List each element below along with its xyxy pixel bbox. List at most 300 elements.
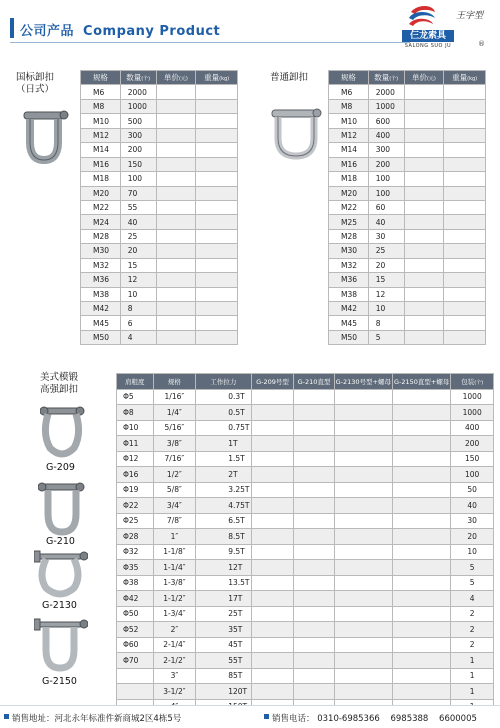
table-cell: 2-1/4″ bbox=[153, 637, 196, 653]
table-cell: 35T bbox=[196, 622, 251, 638]
table-cell: 100 bbox=[368, 172, 404, 186]
table-cell: 8 bbox=[120, 302, 156, 316]
table-cell: 0.3T bbox=[196, 389, 251, 405]
table-cell: M36 bbox=[81, 273, 121, 287]
table-cell: 150 bbox=[120, 157, 156, 171]
table-row bbox=[81, 330, 238, 344]
g2130-shackle-image bbox=[34, 548, 88, 600]
table-row bbox=[81, 200, 238, 214]
table-cell: Φ12 bbox=[117, 451, 154, 467]
table-cell: 5 bbox=[451, 560, 494, 576]
table-cell: Φ32 bbox=[117, 544, 154, 560]
table-cell bbox=[393, 622, 451, 638]
table-cell bbox=[294, 467, 334, 483]
table-cell: 1/2″ bbox=[153, 467, 196, 483]
table-row bbox=[117, 544, 494, 560]
jis-shackle-table bbox=[80, 70, 238, 345]
table-cell bbox=[444, 316, 486, 330]
table-cell bbox=[393, 606, 451, 622]
t3-col-header: 工作拉力 bbox=[196, 374, 251, 390]
table-row bbox=[81, 258, 238, 272]
table-cell bbox=[404, 330, 444, 344]
table-cell: 1 bbox=[451, 684, 494, 700]
table-row bbox=[117, 575, 494, 591]
table-cell: 20 bbox=[368, 258, 404, 272]
table-cell: 100 bbox=[120, 172, 156, 186]
table-cell bbox=[444, 114, 486, 128]
table-cell: Φ16 bbox=[117, 467, 154, 483]
table-cell: 300 bbox=[368, 143, 404, 157]
table-cell bbox=[251, 467, 294, 483]
table-cell: 1/16″ bbox=[153, 389, 196, 405]
table-cell: 85T bbox=[196, 668, 251, 684]
table-cell bbox=[404, 186, 444, 200]
section1-label-line2: （日式） bbox=[16, 84, 55, 95]
table-row bbox=[81, 114, 238, 128]
table-cell bbox=[393, 482, 451, 498]
table-cell: 1-1/4″ bbox=[153, 560, 196, 576]
table-cell: 1T bbox=[196, 436, 251, 452]
table-cell bbox=[444, 99, 486, 113]
table-row bbox=[329, 172, 486, 186]
table-cell: 300 bbox=[120, 128, 156, 142]
table-cell bbox=[334, 451, 392, 467]
table-row bbox=[329, 258, 486, 272]
footer-bullet bbox=[4, 714, 9, 719]
table-cell bbox=[444, 330, 486, 344]
page-footer bbox=[0, 705, 500, 728]
table-cell: 25T bbox=[196, 606, 251, 622]
table-cell: 8.5T bbox=[196, 529, 251, 545]
table-cell: M30 bbox=[81, 244, 121, 258]
table-cell bbox=[251, 529, 294, 545]
table-cell bbox=[196, 128, 238, 142]
table-cell: 1-1/8″ bbox=[153, 544, 196, 560]
table-cell bbox=[294, 436, 334, 452]
table-cell bbox=[334, 653, 392, 669]
table-row bbox=[329, 114, 486, 128]
table-row bbox=[81, 85, 238, 99]
t3-col-header: 规格 bbox=[153, 374, 196, 390]
table-cell: 200 bbox=[120, 143, 156, 157]
table-cell bbox=[404, 143, 444, 157]
table-cell: 10 bbox=[451, 544, 494, 560]
table-row bbox=[329, 287, 486, 301]
table-cell: Φ35 bbox=[117, 560, 154, 576]
table-cell: 3/8″ bbox=[153, 436, 196, 452]
t2-col-header: 规格 bbox=[329, 71, 369, 85]
table-cell: M45 bbox=[81, 316, 121, 330]
table-cell bbox=[294, 498, 334, 514]
table-cell bbox=[334, 405, 392, 421]
table-cell bbox=[156, 215, 196, 229]
table-cell: M16 bbox=[81, 157, 121, 171]
table-row bbox=[117, 560, 494, 576]
table-cell bbox=[156, 99, 196, 113]
table-cell: 15 bbox=[120, 258, 156, 272]
table-cell: M14 bbox=[329, 143, 369, 157]
table-cell bbox=[334, 575, 392, 591]
table-cell: 25 bbox=[368, 244, 404, 258]
table-cell bbox=[334, 544, 392, 560]
table-row bbox=[329, 273, 486, 287]
table-cell: M38 bbox=[329, 287, 369, 301]
table-cell bbox=[444, 258, 486, 272]
table-cell: 2000 bbox=[368, 85, 404, 99]
table-cell: 4 bbox=[451, 591, 494, 607]
table-cell: 1000 bbox=[368, 99, 404, 113]
table-cell bbox=[294, 622, 334, 638]
table-cell: Φ25 bbox=[117, 513, 154, 529]
table-cell bbox=[156, 172, 196, 186]
section1-label-line1: 国标卸扣 bbox=[16, 72, 55, 83]
table-cell bbox=[294, 420, 334, 436]
t3-col-header: 包装(个) bbox=[451, 374, 494, 390]
table-row bbox=[329, 229, 486, 243]
table-cell bbox=[294, 684, 334, 700]
table-cell bbox=[294, 544, 334, 560]
t2-col-header: 重量(kg) bbox=[444, 71, 486, 85]
table-cell bbox=[196, 200, 238, 214]
table-cell: 70 bbox=[120, 186, 156, 200]
header-divider bbox=[10, 42, 410, 43]
title-accent-bar bbox=[10, 18, 14, 38]
table-cell: M25 bbox=[329, 215, 369, 229]
table-cell bbox=[294, 653, 334, 669]
table-row bbox=[329, 157, 486, 171]
table-cell bbox=[444, 244, 486, 258]
g210-shackle-image bbox=[38, 478, 86, 536]
t2-col-header: 单价(元) bbox=[404, 71, 444, 85]
table-cell bbox=[444, 200, 486, 214]
table-cell: M28 bbox=[81, 229, 121, 243]
table-cell bbox=[334, 482, 392, 498]
table-cell: 400 bbox=[368, 128, 404, 142]
table-cell: 5 bbox=[368, 330, 404, 344]
table-cell: 13.5T bbox=[196, 575, 251, 591]
t3-col-header: G-209号型 bbox=[251, 374, 294, 390]
table-cell bbox=[251, 498, 294, 514]
table-cell bbox=[444, 215, 486, 229]
table-cell bbox=[444, 143, 486, 157]
table-cell bbox=[196, 114, 238, 128]
table-cell: 120T bbox=[196, 684, 251, 700]
table-cell: 7/16″ bbox=[153, 451, 196, 467]
table-row bbox=[117, 513, 494, 529]
table-cell bbox=[393, 451, 451, 467]
table-cell bbox=[196, 229, 238, 243]
table-cell bbox=[251, 653, 294, 669]
table-cell bbox=[196, 258, 238, 272]
table-cell bbox=[251, 482, 294, 498]
table-cell bbox=[294, 637, 334, 653]
table-cell: 50 bbox=[451, 482, 494, 498]
table-cell: Φ8 bbox=[117, 405, 154, 421]
table-row bbox=[117, 436, 494, 452]
section3-label-line2: 高强卸扣 bbox=[40, 384, 79, 395]
table-cell: M18 bbox=[81, 172, 121, 186]
table-cell bbox=[404, 157, 444, 171]
table-row bbox=[117, 684, 494, 700]
table-cell bbox=[444, 273, 486, 287]
table-cell: M20 bbox=[81, 186, 121, 200]
table-cell bbox=[294, 591, 334, 607]
table-cell: 400 bbox=[451, 420, 494, 436]
table-cell: 15 bbox=[368, 273, 404, 287]
table-cell bbox=[334, 591, 392, 607]
table-cell: 2 bbox=[451, 606, 494, 622]
table-cell bbox=[404, 287, 444, 301]
table-row bbox=[81, 244, 238, 258]
table-cell bbox=[156, 186, 196, 200]
table-cell bbox=[393, 684, 451, 700]
t3-col-header: G-210直型 bbox=[294, 374, 334, 390]
table-cell: Φ19 bbox=[117, 482, 154, 498]
table-cell: M42 bbox=[81, 302, 121, 316]
table-cell bbox=[251, 451, 294, 467]
phone-label: 销售电话： bbox=[272, 714, 315, 724]
table-cell bbox=[196, 273, 238, 287]
table-cell bbox=[393, 420, 451, 436]
table-cell bbox=[196, 215, 238, 229]
jis-shackle-image bbox=[18, 104, 70, 166]
table-row bbox=[117, 405, 494, 421]
registered-mark: ® bbox=[478, 40, 485, 48]
table-cell bbox=[156, 244, 196, 258]
table-cell bbox=[251, 575, 294, 591]
section3-label-line1: 美式模锻 bbox=[40, 372, 79, 383]
table-cell bbox=[196, 85, 238, 99]
table-cell: 0.5T bbox=[196, 405, 251, 421]
table-row bbox=[329, 316, 486, 330]
table-cell: M22 bbox=[329, 200, 369, 214]
table-cell bbox=[294, 482, 334, 498]
table-cell: M36 bbox=[329, 273, 369, 287]
table-cell: M22 bbox=[81, 200, 121, 214]
table-row bbox=[329, 302, 486, 316]
table-cell: Φ22 bbox=[117, 498, 154, 514]
table-cell: 4 bbox=[120, 330, 156, 344]
table-row bbox=[117, 467, 494, 483]
table-cell bbox=[393, 560, 451, 576]
table-cell bbox=[334, 513, 392, 529]
footer-bullet bbox=[264, 714, 269, 719]
table-cell bbox=[444, 128, 486, 142]
table-cell bbox=[393, 529, 451, 545]
table-cell bbox=[444, 157, 486, 171]
table-cell: M38 bbox=[81, 287, 121, 301]
table-cell: Φ42 bbox=[117, 591, 154, 607]
table-cell: 5/16″ bbox=[153, 420, 196, 436]
table-cell: 60 bbox=[368, 200, 404, 214]
table-cell bbox=[393, 637, 451, 653]
table-cell: M28 bbox=[329, 229, 369, 243]
table-row bbox=[117, 529, 494, 545]
logo-pinyin: SALONG SUO JU bbox=[404, 43, 452, 49]
table-cell: Φ5 bbox=[117, 389, 154, 405]
table-cell bbox=[156, 128, 196, 142]
table-cell: 8 bbox=[368, 316, 404, 330]
table-row bbox=[81, 302, 238, 316]
table-cell: Φ52 bbox=[117, 622, 154, 638]
table-cell bbox=[294, 529, 334, 545]
table-cell bbox=[404, 215, 444, 229]
company-logo-icon bbox=[405, 4, 439, 30]
t2-col-header: 数量(个) bbox=[368, 71, 404, 85]
title-english: Company Product bbox=[83, 24, 221, 39]
table-cell: M14 bbox=[81, 143, 121, 157]
table-cell: 55 bbox=[120, 200, 156, 214]
phone-number: 6985388 bbox=[390, 714, 429, 724]
table-cell: 40 bbox=[368, 215, 404, 229]
table-cell: M12 bbox=[81, 128, 121, 142]
table-cell: 1.5T bbox=[196, 451, 251, 467]
table-cell bbox=[404, 114, 444, 128]
table-cell bbox=[334, 389, 392, 405]
t3-col-header: 肩粗度 bbox=[117, 374, 154, 390]
table-cell: 12 bbox=[368, 287, 404, 301]
table-cell: M50 bbox=[81, 330, 121, 344]
table-cell: 45T bbox=[196, 637, 251, 653]
table-cell: 1-3/8″ bbox=[153, 575, 196, 591]
table-row bbox=[329, 186, 486, 200]
page-title bbox=[20, 20, 220, 39]
table-row bbox=[117, 591, 494, 607]
table-row bbox=[117, 498, 494, 514]
table-cell bbox=[294, 513, 334, 529]
table-row bbox=[81, 215, 238, 229]
table-cell bbox=[393, 405, 451, 421]
table-cell: 2T bbox=[196, 467, 251, 483]
table-cell: M6 bbox=[81, 85, 121, 99]
table-cell: M20 bbox=[329, 186, 369, 200]
table-cell bbox=[156, 200, 196, 214]
table-row bbox=[81, 273, 238, 287]
table-cell: 0.75T bbox=[196, 420, 251, 436]
table-cell: 1-3/4″ bbox=[153, 606, 196, 622]
table-cell bbox=[156, 114, 196, 128]
table-cell bbox=[444, 85, 486, 99]
table-cell bbox=[393, 436, 451, 452]
table-cell bbox=[334, 436, 392, 452]
table-cell bbox=[156, 330, 196, 344]
table-cell bbox=[196, 99, 238, 113]
table-cell bbox=[156, 302, 196, 316]
table-row bbox=[117, 637, 494, 653]
model-g210: G-210 bbox=[46, 536, 75, 547]
table-cell bbox=[393, 668, 451, 684]
table-cell bbox=[251, 513, 294, 529]
table-cell: 1 bbox=[451, 668, 494, 684]
table-cell bbox=[196, 316, 238, 330]
us-shackle-table bbox=[116, 373, 494, 715]
table-cell: 4.75T bbox=[196, 498, 251, 514]
table-row bbox=[81, 157, 238, 171]
table-cell bbox=[393, 544, 451, 560]
table-row bbox=[81, 316, 238, 330]
table-cell bbox=[393, 389, 451, 405]
table-cell: 25 bbox=[120, 229, 156, 243]
table-cell bbox=[156, 258, 196, 272]
logo-name: 仨龙索具 bbox=[402, 30, 454, 42]
table-cell: 40 bbox=[120, 215, 156, 229]
section1-label bbox=[16, 72, 54, 96]
table-cell bbox=[251, 420, 294, 436]
table-cell: M8 bbox=[81, 99, 121, 113]
table-row bbox=[81, 186, 238, 200]
table-row bbox=[117, 668, 494, 684]
table-cell bbox=[393, 591, 451, 607]
table-cell: 2000 bbox=[120, 85, 156, 99]
table-cell bbox=[156, 287, 196, 301]
table-cell: M24 bbox=[81, 215, 121, 229]
table-cell: 12T bbox=[196, 560, 251, 576]
table-cell bbox=[393, 513, 451, 529]
table-cell bbox=[334, 467, 392, 483]
table-cell: M6 bbox=[329, 85, 369, 99]
table-cell: 20 bbox=[451, 529, 494, 545]
table-cell bbox=[294, 451, 334, 467]
table-cell: 1000 bbox=[120, 99, 156, 113]
table-cell: 100 bbox=[368, 186, 404, 200]
table-cell: 3.25T bbox=[196, 482, 251, 498]
table-cell bbox=[156, 273, 196, 287]
table-cell: 40 bbox=[451, 498, 494, 514]
table-cell bbox=[196, 244, 238, 258]
section3-label bbox=[40, 372, 78, 396]
table-cell bbox=[444, 287, 486, 301]
table-cell: 9.5T bbox=[196, 544, 251, 560]
table-cell: M10 bbox=[329, 114, 369, 128]
table-cell bbox=[294, 606, 334, 622]
table-cell bbox=[294, 560, 334, 576]
t3-col-header: G-2130号型+螺母 bbox=[334, 374, 392, 390]
section2-label: 普通卸扣 bbox=[270, 72, 309, 83]
table-cell bbox=[196, 330, 238, 344]
model-g2130: G-2130 bbox=[42, 600, 77, 611]
table-row bbox=[329, 143, 486, 157]
table-row bbox=[117, 622, 494, 638]
table-cell bbox=[393, 575, 451, 591]
title-chinese: 公司产品 bbox=[20, 24, 75, 39]
logo-signature: 王字型 bbox=[456, 11, 484, 21]
table-cell bbox=[334, 420, 392, 436]
table-cell: 30 bbox=[368, 229, 404, 243]
table-row bbox=[81, 128, 238, 142]
table-cell: 7/8″ bbox=[153, 513, 196, 529]
table-cell: 5/8″ bbox=[153, 482, 196, 498]
table-cell: 55T bbox=[196, 653, 251, 669]
table-cell bbox=[251, 622, 294, 638]
table-cell: M30 bbox=[329, 244, 369, 258]
table-cell: 3/4″ bbox=[153, 498, 196, 514]
table-cell: 1000 bbox=[451, 389, 494, 405]
table-row bbox=[117, 606, 494, 622]
table-cell bbox=[251, 405, 294, 421]
t1-col-header: 单价(元) bbox=[156, 71, 196, 85]
table-cell: 200 bbox=[368, 157, 404, 171]
table-row bbox=[81, 287, 238, 301]
table-cell bbox=[156, 229, 196, 243]
table-cell: 10 bbox=[368, 302, 404, 316]
table-cell bbox=[251, 436, 294, 452]
table-cell: M12 bbox=[329, 128, 369, 142]
table-cell bbox=[334, 637, 392, 653]
table-row bbox=[81, 172, 238, 186]
g209-shackle-image bbox=[40, 402, 86, 460]
table-row bbox=[329, 128, 486, 142]
table-cell: M18 bbox=[329, 172, 369, 186]
